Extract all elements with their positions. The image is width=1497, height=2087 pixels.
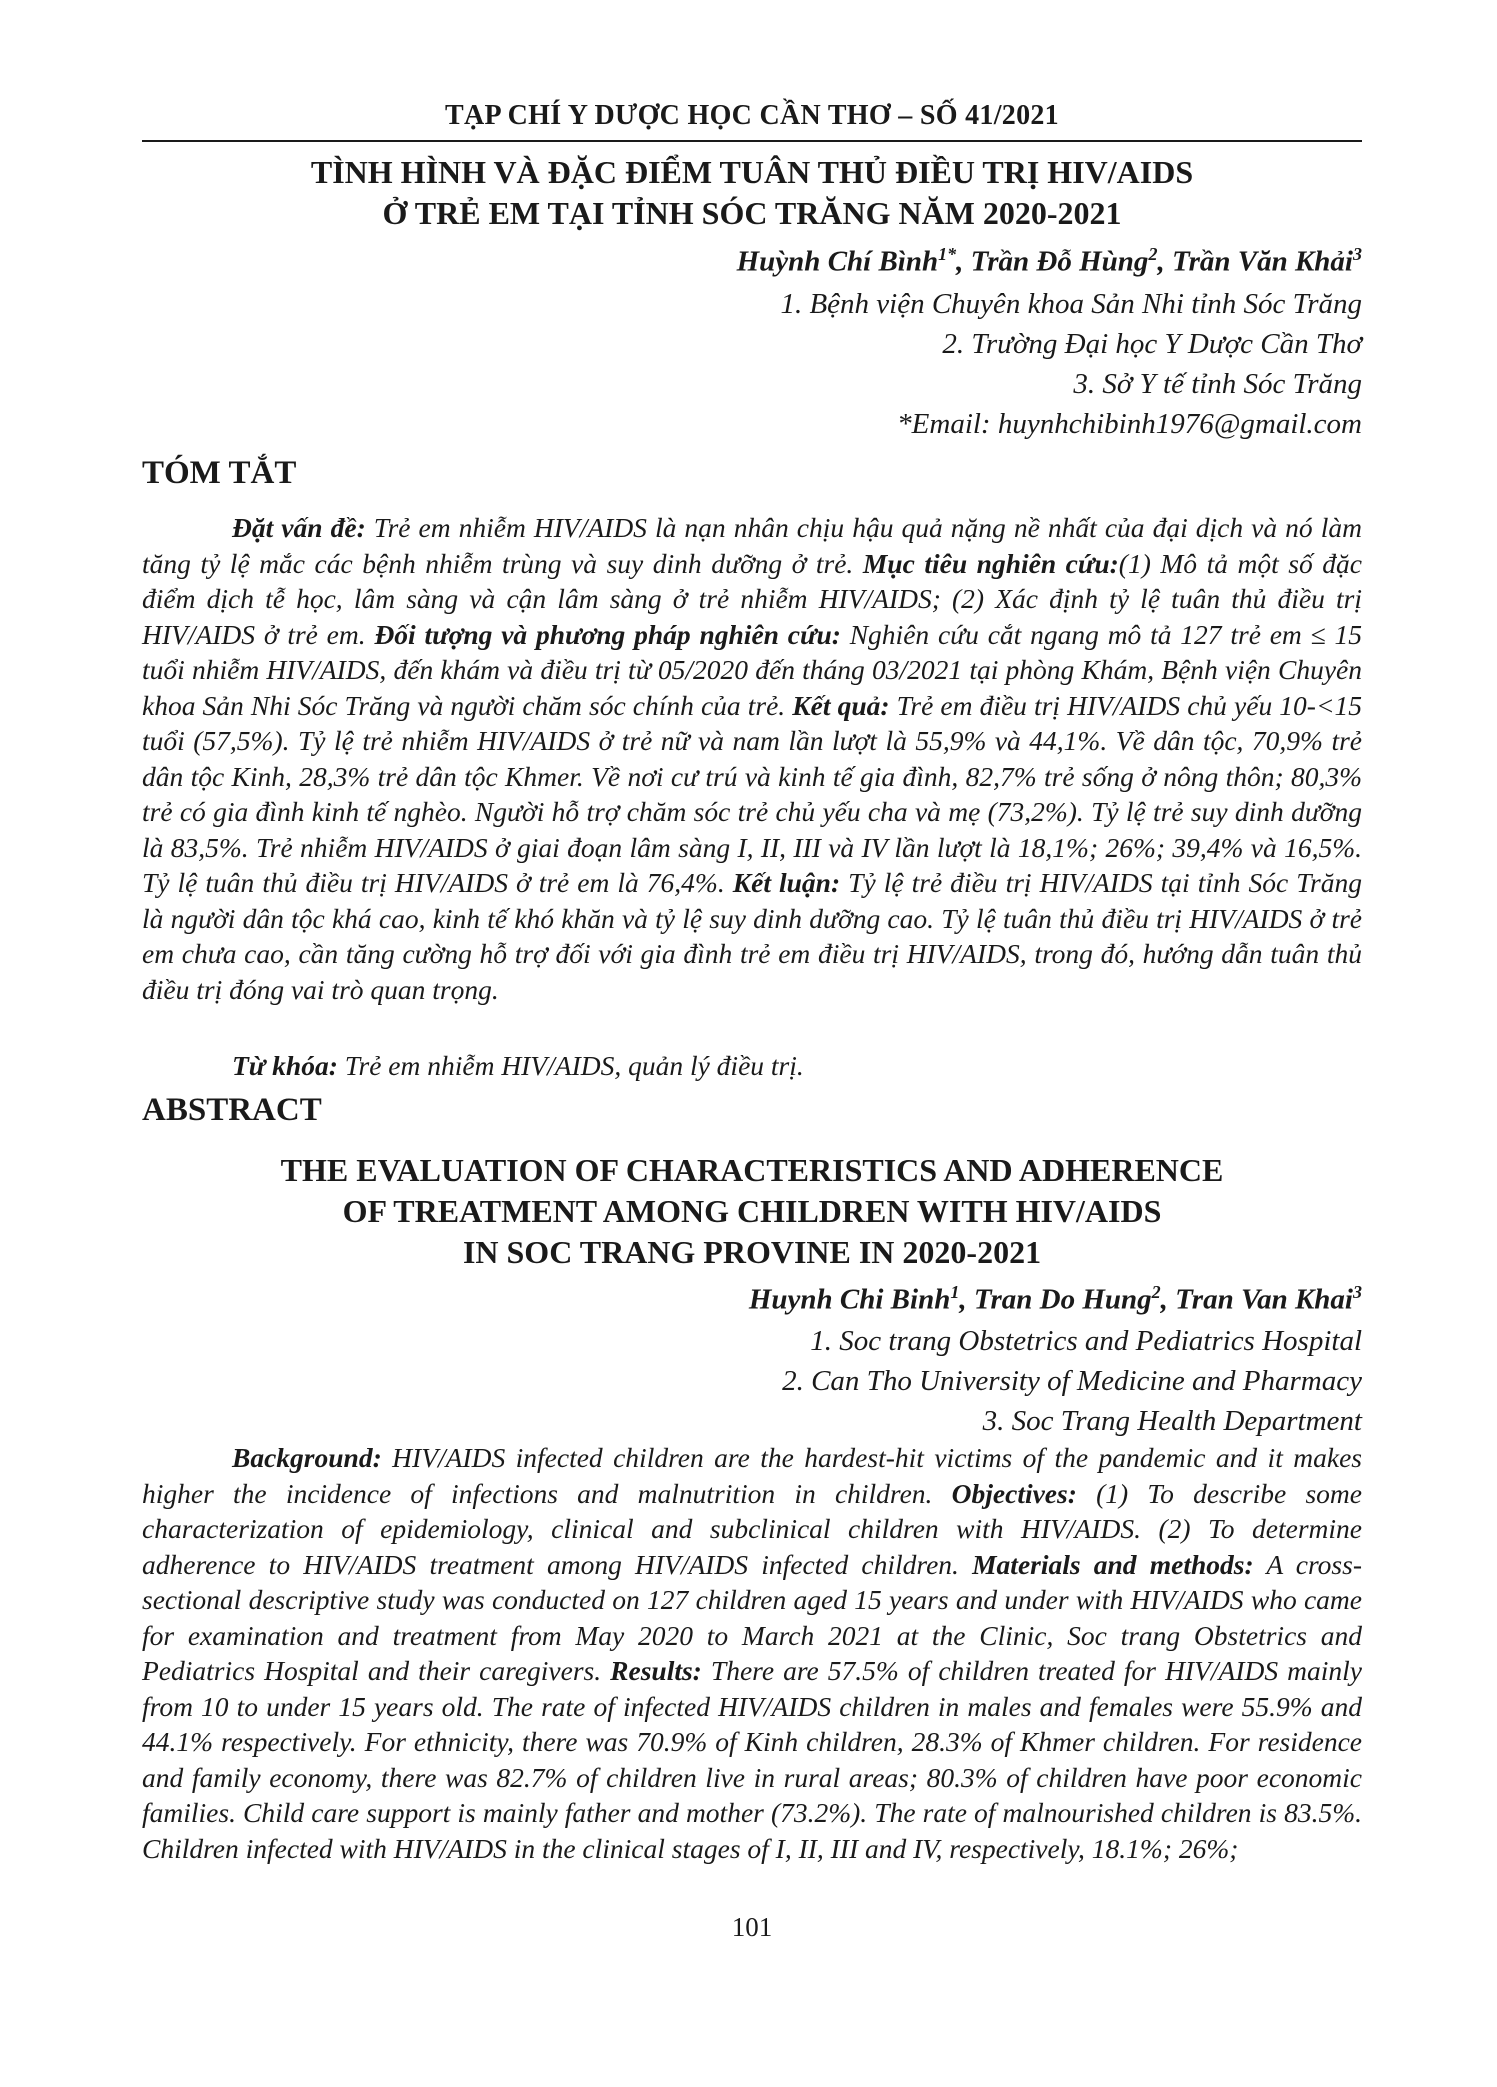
abstract-text: (1) Mô tả một số đặc điểm dịch tễ học, lâm sàng và cận lâm sàng ở trẻ nhiễm HIV/AIDS; (2) Xác định tỷ lệ tuân thủ điều trị HIV/AIDS ở trẻ em. [142,547,1362,650]
author-name: Huỳnh Chí Bình [736,245,939,278]
abstract-text: Tỷ lệ trẻ điều trị HIV/AIDS tại tỉnh Sóc Trăng là người dân tộc khá cao, kinh tế khó khăn và tỷ lệ suy dinh dưỡng cao. Tỷ lệ tuân thủ điều trị HIV/AIDS ở trẻ em chưa cao, cần tăng cường hỗ trợ đối với gia đình trẻ em điều trị HIV/AIDS, trong đó, hướng dẫn tuân thủ điều trị đóng vai trò quan trọng. [142,867,1362,1005]
abstract-label: Kết luận: [732,867,841,898]
abstract-text: There are 57.5% of children treated for HIV/AIDS mainly from 10 to under 15 years old. The rate of infected HIV/AIDS children in males and females were 55.9% and 44.1% respectively. For ethnicity, there was 70.9% of Kinh children, 28.3% of Khmer children. For residence and family economy, there was 82.7% of children live in rural areas; 80.3% of children have poor economic families. Child care support is mainly father and mother (73.2%). The rate of malnourished children is 83.5%. Children infected with HIV/AIDS in the clinical stages of I, II, III and IV, respectively, 18.1%; 26%; [142,1655,1362,1864]
abstract-label: Results: [610,1655,702,1686]
author-affil-sup: 2 [1148,244,1158,264]
affiliation-line: 2. Can Tho University of Medicine and Pharmacy [782,1365,1362,1397]
abstract-text: (1) To describe some characterization of epidemiology, clinical and subclinical children with HIV/AIDS. (2) To determine adherence to HIV/AIDS treatment among HIV/AIDS infected children. [142,1477,1362,1580]
author-affil-sup: 1* [938,244,957,264]
author-affil-sup: 1 [950,1282,960,1302]
abstract-vi [142,510,1362,1007]
author-name: Trần Văn Khải [1171,245,1353,278]
affiliations-en [782,1321,1362,1441]
abstract-label: Kết quả: [792,689,890,721]
affiliation-line: 1. Bệnh viện Chuyên khoa Sản Nhi tỉnh Sóc Trăng [780,288,1362,320]
abstract-label: Objectives: [951,1477,1077,1509]
title-line: OF TREATMENT AMONG CHILDREN WITH HIV/AIDS [342,1193,1162,1229]
abstract-text: Trẻ em điều trị HIV/AIDS chủ yếu 10-<15 tuổi (57,5%). Tỷ lệ trẻ nhiễm HIV/AIDS ở trẻ nữ và nam lần lượt là 55,9% và 44,1%. Về dân tộc, 70,9% trẻ dân tộc Kinh, 28,3% trẻ dân tộc Khmer. Về nơi cư trú và kinh tế gia đình, 82,7% trẻ sống ở nông thôn; 80,3% trẻ có gia đình kinh tế nghèo. Người hỗ trợ chăm sóc trẻ chủ yếu cha và mẹ (73,2%). Tỷ lệ trẻ suy dinh dưỡng là 83,5%. Trẻ nhiễm HIV/AIDS ở giai đoạn lâm sàng I, II, III và IV lần lượt là 18,1%; 26%; 39,4% và 16,5%. Tỷ lệ tuân thủ điều trị HIV/AIDS ở trẻ em là 76,4%. [142,689,1363,898]
article-title-en [142,1150,1362,1273]
title-line: Ở TRẺ EM TẠI TỈNH SÓC TRĂNG NĂM 2020-2021 [382,195,1122,231]
abstract-label: Đặt vấn đề: [232,512,366,543]
authors-vi [737,244,1362,279]
title-line: TÌNH HÌNH VÀ ĐẶC ĐIỂM TUÂN THỦ ĐIỀU TRỊ HIV/AIDS [310,154,1194,190]
authors-en [749,1282,1362,1317]
section-heading-abstract: ABSTRACT [142,1092,322,1128]
title-line: THE EVALUATION OF CHARACTERISTICS AND ADHERENCE [280,1152,1224,1188]
section-heading-tom-tat: TÓM TẮT [142,455,297,491]
author-separator: , [1157,245,1172,278]
abstract-label: Đối tượng và phương pháp nghiên cứu: [374,618,841,650]
abstract-en [142,1440,1362,1866]
author-name: Tran Do Hung [973,1283,1152,1316]
affiliation-line: 3. Soc Trang Health Department [982,1405,1362,1437]
author-affil-sup: 2 [1151,1282,1161,1302]
page-number: 101 [731,1912,773,1942]
author-separator: , [959,1283,974,1316]
title-line: IN SOC TRANG PROVINE IN 2020-2021 [462,1234,1042,1270]
abstract-text: A cross-sectional descriptive study was conducted on 127 children aged 15 years and under with HIV/AIDS who came for examination and treatment from May 2020 to March 2021 at the Clinic, Soc trang Obstetrics and Pediatrics Hospital and their caregivers. [142,1548,1362,1686]
article-title-vi [142,152,1362,234]
abstract-text: Nghiên cứu cắt ngang mô tả 127 trẻ em ≤ 15 tuổi nhiễm HIV/AIDS, đến khám và điều trị từ 05/2020 đến tháng 03/2021 tại phòng Khám, Bệnh viện Chuyên khoa Sản Nhi Sóc Trăng và người chăm sóc chính của trẻ. [142,618,1363,721]
keywords-label: Từ khóa: [232,1050,338,1081]
author-affil-sup: 3 [1353,244,1362,264]
email-line: *Email: huynhchibinh1976@gmail.com [897,408,1362,440]
abstract-label: Background: [232,1442,382,1473]
affiliation-line: 1. Soc trang Obstetrics and Pediatrics Hospital [810,1325,1362,1357]
header-rule [142,140,1362,142]
abstract-label: Materials and methods: [972,1548,1254,1580]
affiliation-line: 2. Trường Đại học Y Dược Cần Thơ [942,328,1362,360]
keywords-vi [142,1048,1362,1084]
author-name: Trần Đỗ Hùng [970,245,1149,278]
abstract-text: Trẻ em nhiễm HIV/AIDS là nạn nhân chịu hậu quả nặng nề nhất của đại dịch và nó làm tăng tỷ lệ mắc các bệnh nhiễm trùng và suy dinh dưỡng ở trẻ. [142,512,1362,579]
keywords-text: Trẻ em nhiễm HIV/AIDS, quản lý điều trị. [337,1050,804,1081]
journal-header: TẠP CHÍ Y DƯỢC HỌC CẦN THƠ – SỐ 41/2021 [444,100,1059,131]
author-name: Tran Van Khai [1175,1283,1353,1316]
author-separator: , [956,245,971,278]
abstract-text: HIV/AIDS infected children are the hardest-hit victims of the pandemic and it makes higher the incidence of infections and malnutrition in children. [142,1442,1362,1509]
affiliations-vi [780,284,1362,444]
author-name: Huynh Chi Binh [748,1283,951,1316]
author-affil-sup: 3 [1353,1282,1362,1302]
author-separator: , [1160,1283,1176,1316]
affiliation-line: 3. Sở Y tế tỉnh Sóc Trăng [1073,368,1362,400]
abstract-label: Mục tiêu nghiên cứu: [862,547,1119,579]
